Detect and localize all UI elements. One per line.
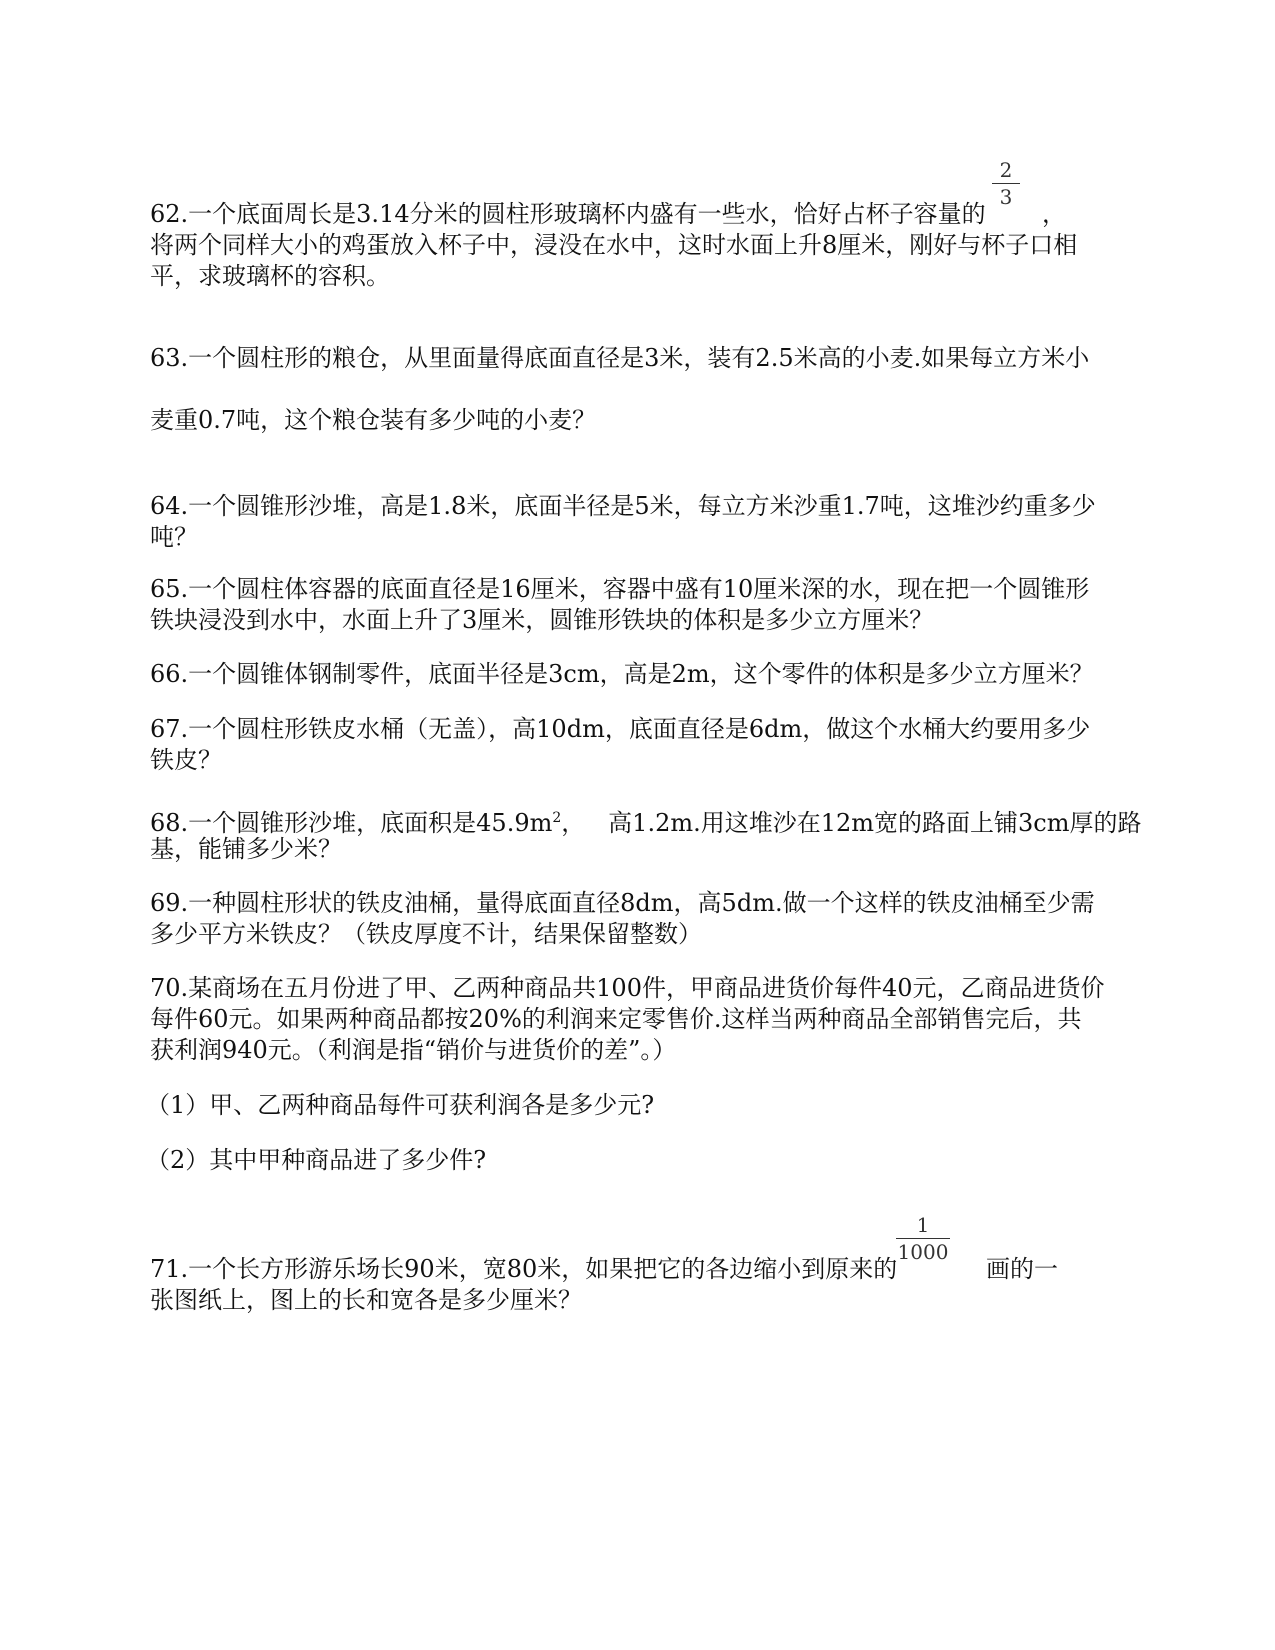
problem-62-line-3: 平，求玻璃杯的容积。 — [150, 262, 390, 290]
problem-71-line-1 — [150, 1254, 897, 1284]
problem-69-line-2: 多少平方米铁皮？（铁皮厚度不计，结果保留整数） — [150, 920, 702, 948]
problem-65-line-2: 铁块浸没到水中，水面上升了3厘米，圆锥形铁块的体积是多少立方厘米？ — [150, 606, 934, 634]
problem-64-line-2: 吨？ — [150, 523, 198, 551]
problem-71-text-a: 71.一个长方形游乐场长90米，宽80米，如果把它的各边缩小到原来的 — [150, 1255, 898, 1283]
fraction-numerator: 2 — [999, 158, 1013, 182]
fraction-one-thousandth — [896, 1213, 950, 1264]
problem-66-line-1: 66.一个圆锥体钢制零件，底面半径是3cm，高是2m，这个零件的体积是多少立方厘米？ — [150, 660, 1094, 688]
problem-64-line-1: 64.一个圆锥形沙堆，高是1.8米，底面半径是5米，每立方米沙重1.7吨，这堆沙约重多少 — [150, 492, 1096, 520]
problem-62-text-b: ， — [1042, 200, 1066, 228]
problem-68-line-1 — [150, 803, 1142, 838]
problem-68-text-b: ， 高1.2m.用这堆沙在12m宽的路面上铺3cm厚的路 — [561, 809, 1142, 837]
problem-63-line-2: 麦重0.7吨，这个粮仓装有多少吨的小麦？ — [150, 406, 597, 434]
problem-68-text-a: 68.一个圆锥形沙堆，底面积是45.9m — [150, 809, 553, 837]
problem-70-line-3: 获利润940元。（利润是指“销价与进货价的差”。） — [150, 1036, 677, 1064]
problem-70-line-2: 每件60元。如果两种商品都按20%的利润来定零售价.这样当两种商品全部销售完后，共 — [150, 1005, 1082, 1033]
fraction-two-thirds — [992, 158, 1020, 209]
problem-68-line-2: 基，能铺多少米？ — [150, 835, 342, 863]
problem-65-line-1: 65.一个圆柱体容器的底面直径是16厘米，容器中盛有10厘米深的水，现在把一个圆锥形 — [150, 575, 1090, 603]
problem-70-line-1: 70.某商场在五月份进了甲、乙两种商品共100件，甲商品进货价每件40元，乙商品进货价 — [150, 974, 1105, 1002]
fraction-bar — [896, 1238, 950, 1239]
problem-67-line-1: 67.一个圆柱形铁皮水桶（无盖），高10dm，底面直径是6dm，做这个水桶大约要用多少 — [150, 715, 1091, 743]
problem-71-line-2: 张图纸上，图上的长和宽各是多少厘米？ — [150, 1286, 582, 1314]
problem-69-line-1: 69.一种圆柱形状的铁皮油桶，量得底面直径8dm，高5dm.做一个这样的铁皮油桶至少需 — [150, 889, 1095, 917]
fraction-denominator: 1000 — [897, 1240, 949, 1264]
problem-62-line-1 — [150, 199, 986, 229]
problem-70-subquestion-1: （1）甲、乙两种商品每件可获利润各是多少元? — [146, 1091, 655, 1119]
squared-superscript: 2 — [552, 810, 562, 826]
problem-67-line-2: 铁皮？ — [150, 746, 222, 774]
problem-62-comma — [1042, 199, 1066, 229]
problem-62-line-2: 将两个同样大小的鸡蛋放入杯子中，浸没在水中，这时水面上升8厘米，刚好与杯子口相 — [150, 231, 1078, 259]
fraction-bar — [992, 183, 1020, 184]
problem-71-line-1-end — [986, 1254, 1058, 1284]
problem-62-text-a: 62.一个底面周长是3.14分米的圆柱形玻璃杯内盛有一些水，恰好占杯子容量的 — [150, 200, 986, 228]
problem-70-subquestion-2: （2）其中甲种商品进了多少件? — [146, 1146, 487, 1174]
problem-63-line-1: 63.一个圆柱形的粮仓，从里面量得底面直径是3米，装有2.5米高的小麦.如果每立方米小 — [150, 344, 1090, 372]
fraction-numerator: 1 — [916, 1213, 930, 1237]
fraction-denominator: 3 — [999, 185, 1013, 209]
problem-71-text-b: 画的一 — [986, 1255, 1058, 1283]
